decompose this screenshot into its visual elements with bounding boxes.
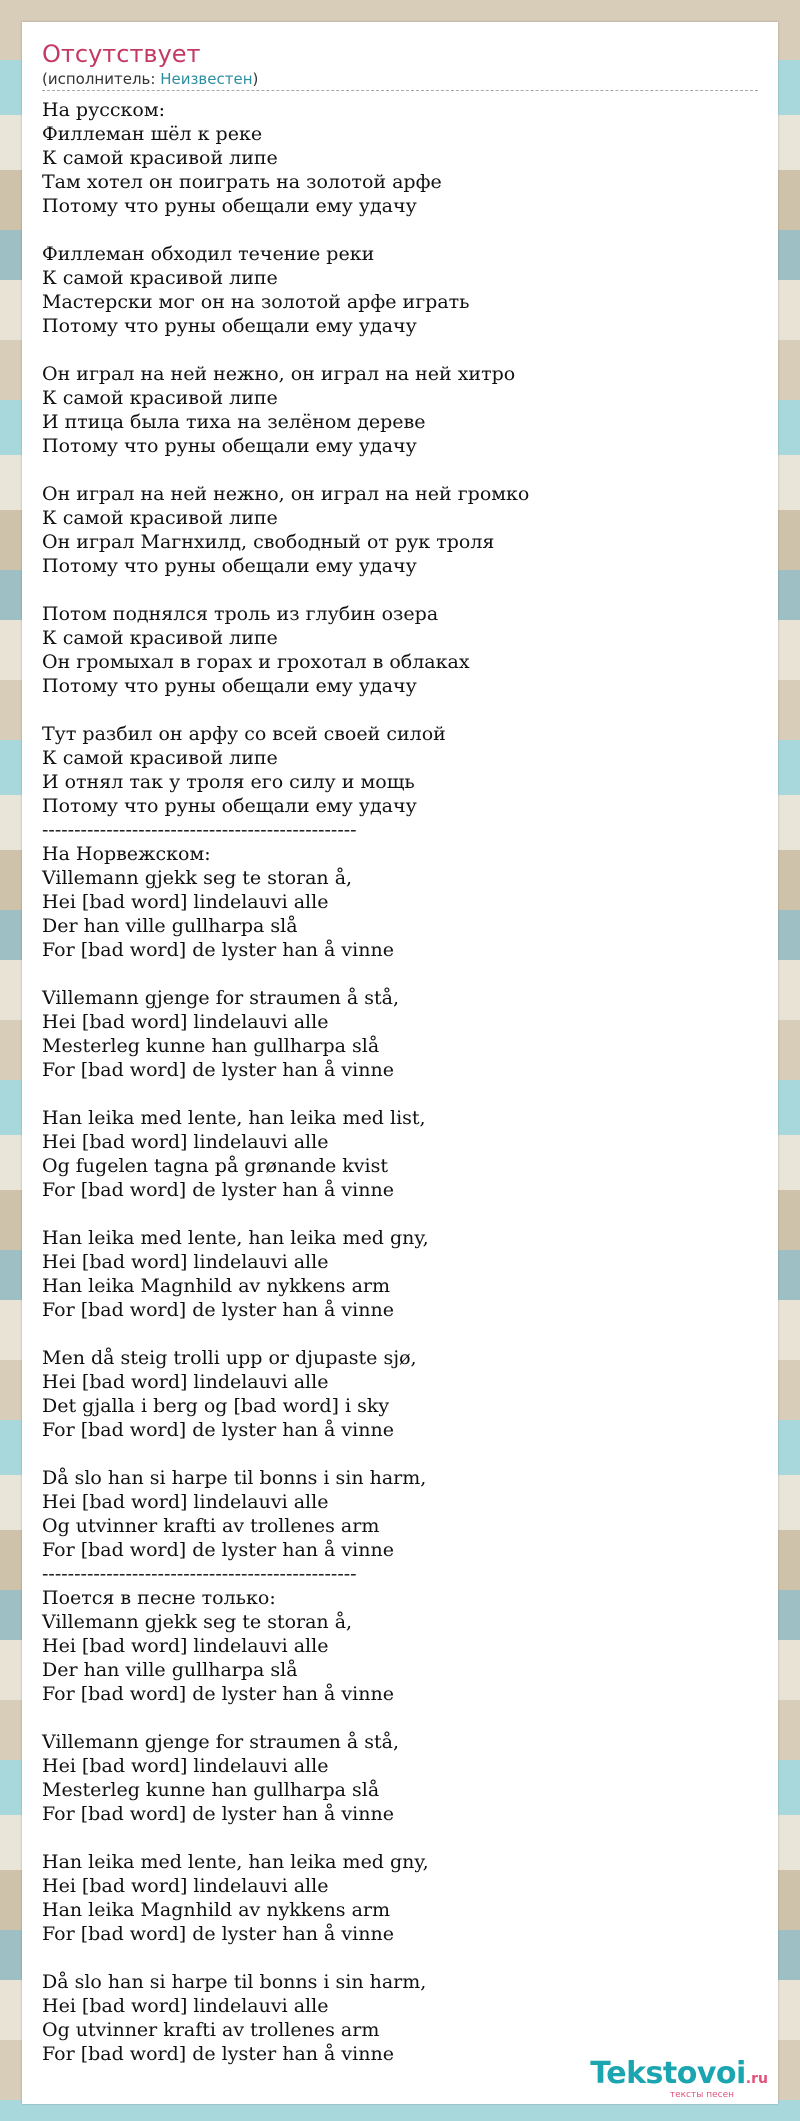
artist-link[interactable]: Неизвестен — [160, 70, 253, 88]
logo-name: Tekstovoi — [590, 2056, 746, 2091]
logo-tagline: тексты песен — [669, 2090, 734, 2100]
artist-suffix: ) — [252, 70, 259, 88]
artist-line — [42, 70, 258, 88]
lyrics-text: На русском: Филлеман шёл к реке К самой красивой липе Там хотел он поиграть на золотой арфе Потому что руны обещали ему удачу Филлеман обходил течение реки К самой красивой липе Мастерски мог он на золотой арфе играть Потому что руны обещали ему удачу Он играл на ней нежно, он играл на ней хитро К самой красивой липе И птица была тиха на зелёном дереве Потому что руны обещали ему удачу Он играл на ней нежно, он играл на ней громко К самой красивой липе Он играл Магнхилд, свободный от рук троля Потому что руны обещали ему удачу Потом поднялся троль из глубин озера К самой красивой липе Он громыхал в горах и грохотал в облаках Потому что руны обещали ему удачу Тут разбил он арфу со всей своей силой К самой красивой липе И отнял так у троля его силу и мощь Потому что руны обещали ему удачу ------------------------------------------------- На Норвежском: Villemann gjekk seg te storan å, Hei [bad word] lindelauvi alle Der han ville gullharpa slå For [bad word] de lyster han å vinne Villemann gjenge for straumen å stå, Hei [bad word] lindelauvi alle Mesterleg kunne han gullharpa slå For [bad word] de lyster han å vinne Han leika med lente, han leika med list, Hei [bad word] lindelauvi alle Og fugelen tagna på grønande kvist For [bad word] de lyster han å vinne Han leika med lente, han leika med gny, Hei [bad word] lindelauvi alle Han leika Magnhild av nykkens arm For [bad word] de lyster han å vinne Men då steig trolli upp or djupaste sjø, Hei [bad word] lindelauvi alle Det gjalla i berg og [bad word] i sky For [bad word] de lyster han å vinne Då slo han si harpe til bonns i sin harm, Hei [bad word] lindelauvi alle Og utvinner krafti av trollenes arm For [bad word] de lyster han å vinne ------------------------------------------------- Поется в песне только: Villemann gjekk seg te storan å, Hei [bad word] lindelauvi alle Der han ville gullharpa slå For [bad word] de lyster han å vinne Villemann gjenge for straumen å stå, Hei [bad word] lindelauvi alle Mesterleg kunne han gullharpa slå For [bad word] de lyster han å vinne Han leika med lente, han leika med gny, Hei [bad word] lindelauvi alle Han leika Magnhild av nykkens arm For [bad word] de lyster han å vinne Då slo han si harpe til bonns i sin harm, Hei [bad word] lindelauvi alle Og utvinner krafti av trollenes arm For [bad word] de lyster han å vinne — [42, 99, 530, 2065]
lyrics-card — [22, 22, 778, 2104]
artist-prefix: (исполнитель: — [42, 70, 161, 88]
song-title: Отсутствует — [42, 40, 201, 68]
title-divider — [42, 90, 758, 91]
site-logo[interactable] — [590, 2058, 768, 2100]
logo-tld: .ru — [745, 2071, 768, 2087]
